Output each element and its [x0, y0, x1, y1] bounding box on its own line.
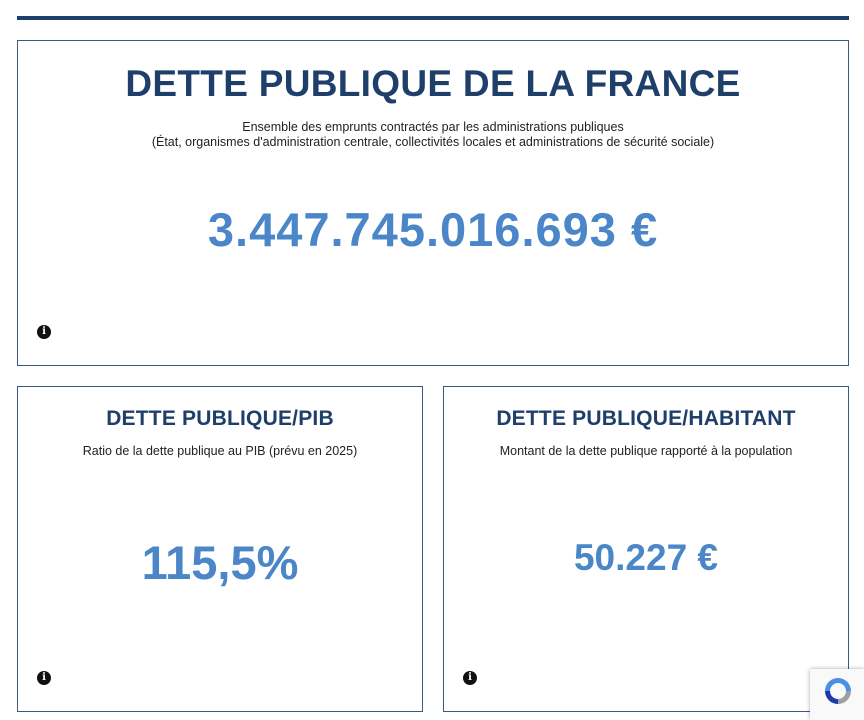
total-debt-subtitle — [18, 120, 848, 150]
total-debt-counter: 3.447.745.016.693 € — [207, 203, 659, 256]
debt-per-capita-value: 50.227 € — [573, 537, 719, 578]
debt-gdp-ratio-value: 115,5% — [141, 536, 299, 589]
info-icon[interactable]: i — [463, 671, 477, 685]
debt-gdp-ratio-subtitle: Ratio de la dette publique au PIB (prévu en 2025) — [82, 444, 358, 458]
recaptcha-badge[interactable] — [810, 669, 864, 720]
debt-per-capita-title: DETTE PUBLIQUE/HABITANT — [496, 407, 796, 430]
debt-gdp-ratio-card — [17, 386, 423, 712]
debt-per-capita-subtitle: Montant de la dette publique rapporté à la population — [499, 444, 793, 458]
info-icon[interactable]: i — [37, 325, 51, 339]
recaptcha-icon — [822, 675, 854, 707]
debt-per-capita-card — [443, 386, 849, 712]
total-debt-subtitle-line1: Ensemble des emprunts contractés par les administrations publiques — [242, 120, 624, 134]
top-divider — [17, 16, 849, 20]
total-debt-card — [17, 40, 849, 366]
debt-gdp-ratio-title: DETTE PUBLIQUE/PIB — [106, 407, 334, 430]
total-debt-subtitle-line2: (État, organismes d'administration centrale, collectivités locales et administrations de sécurité sociale) — [151, 135, 715, 149]
info-icon[interactable]: i — [37, 671, 51, 685]
total-debt-title: DETTE PUBLIQUE DE LA FRANCE — [125, 63, 741, 104]
